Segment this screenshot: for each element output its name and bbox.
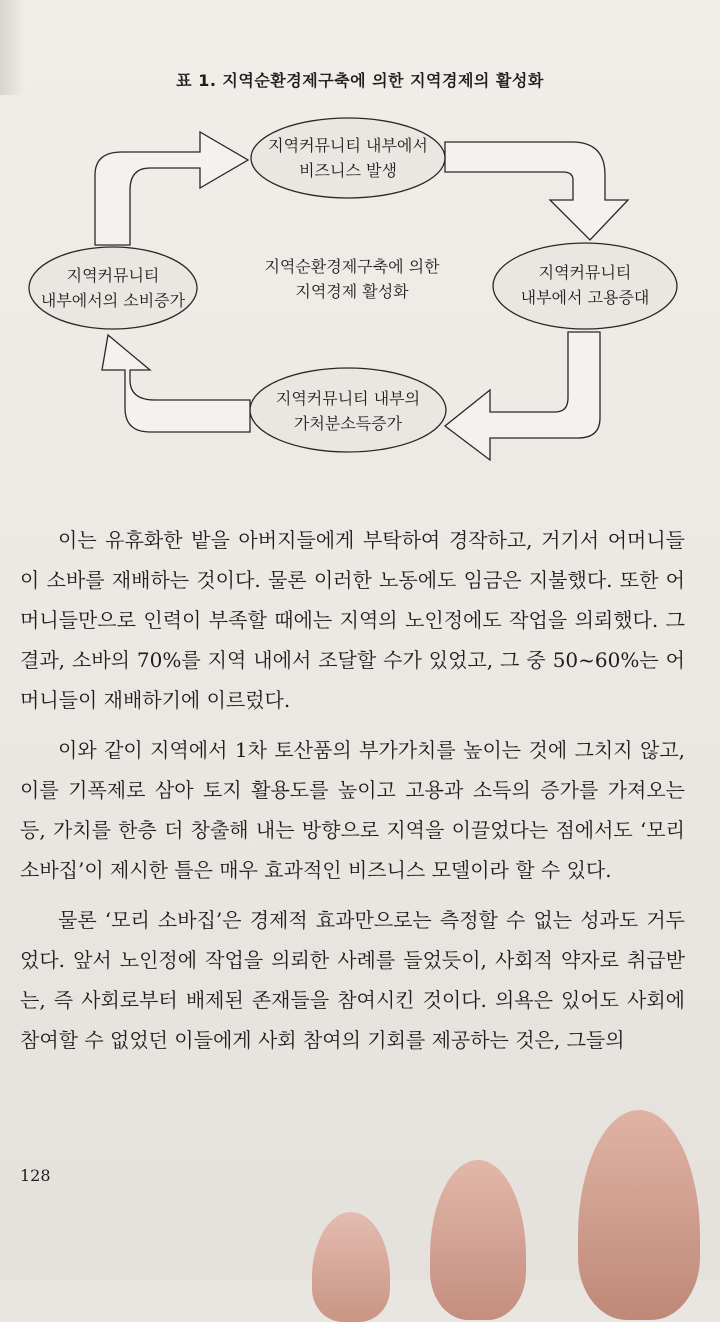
diagram-center-line2: 지역경제 활성화 xyxy=(295,282,409,301)
diagram-center-line1: 지역순환경제구축에 의한 xyxy=(264,257,440,276)
paragraph-1: 이는 유휴화한 밭을 아버지들에게 부탁하여 경작하고, 거기서 어머니들이 소바를 재배하는 것이다. 물론 이러한 노동에도 임금은 지불했다. 또한 어머니들만으로 인력이 부족할 때에는 지역의 노인정에도 작업을 의뢰했다. 그 결과, 소바의 70%를 지역 내에서 조달할 수가 있었고, 그 중 50~60%는 어머니들이 재배하기에 이르렀다. xyxy=(20,528,685,712)
fingertip-left xyxy=(312,1212,390,1322)
node-left-ellipse xyxy=(29,247,197,329)
node-left-line1: 지역커뮤니티 xyxy=(66,266,160,285)
node-left-line2: 내부에서의 소비증가 xyxy=(40,291,186,310)
paragraph-2: 이와 같이 지역에서 1차 토산품의 부가가치를 높이는 것에 그치지 않고, 이를 기폭제로 삼아 토지 활용도를 높이고 고용과 소득의 증가를 가져오는 등, 가치를 한층 더 창출해 내는 방향으로 지역을 이끌었다는 점에서도 ‘모리 소바집’이 제시한 틀은 매우 효과적인 비즈니스 모델이라 할 수 있다. xyxy=(20,738,685,882)
node-bottom-line1: 지역커뮤니티 내부의 xyxy=(275,389,421,408)
node-top-line1: 지역커뮤니티 내부에서 xyxy=(268,136,428,155)
node-bottom-line2: 가처분소득증가 xyxy=(293,414,403,433)
fingertip-middle xyxy=(430,1160,526,1320)
arrow-left-to-top xyxy=(95,132,248,245)
cycle-diagram xyxy=(0,100,720,480)
node-top-ellipse xyxy=(251,118,445,198)
paragraph-3: 물론 ‘모리 소바집’은 경제적 효과만으로는 측정할 수 없는 성과도 거두었다. 앞서 노인정에 작업을 의뢰한 사례를 들었듯이, 사회적 약자로 취급받는, 즉 사회로부터 배제된 존재들을 참여시킨 것이다. 의욕은 있어도 사회에 참여할 수 없었던 이들에게 사회 참여의 기회를 제공하는 것은, 그들의 xyxy=(20,908,685,1052)
arrow-right-to-bottom xyxy=(445,332,600,460)
figure-caption-number: 표 1. xyxy=(176,71,217,90)
node-right-line2: 내부에서 고용증대 xyxy=(520,288,650,307)
node-right-line1: 지역커뮤니티 xyxy=(538,263,632,282)
figure-caption-text: 지역순환경제구축에 의한 지역경제의 활성화 xyxy=(222,71,544,90)
arrow-bottom-to-left xyxy=(102,335,250,432)
page-number: 128 xyxy=(20,1166,51,1185)
arrow-top-to-right xyxy=(445,142,628,240)
node-right-ellipse xyxy=(493,243,677,329)
figure-caption xyxy=(0,68,720,91)
fingertip-right xyxy=(578,1110,700,1320)
node-bottom-ellipse xyxy=(250,368,446,452)
node-top-line2: 비즈니스 발생 xyxy=(299,161,397,180)
body-text xyxy=(20,520,685,1070)
